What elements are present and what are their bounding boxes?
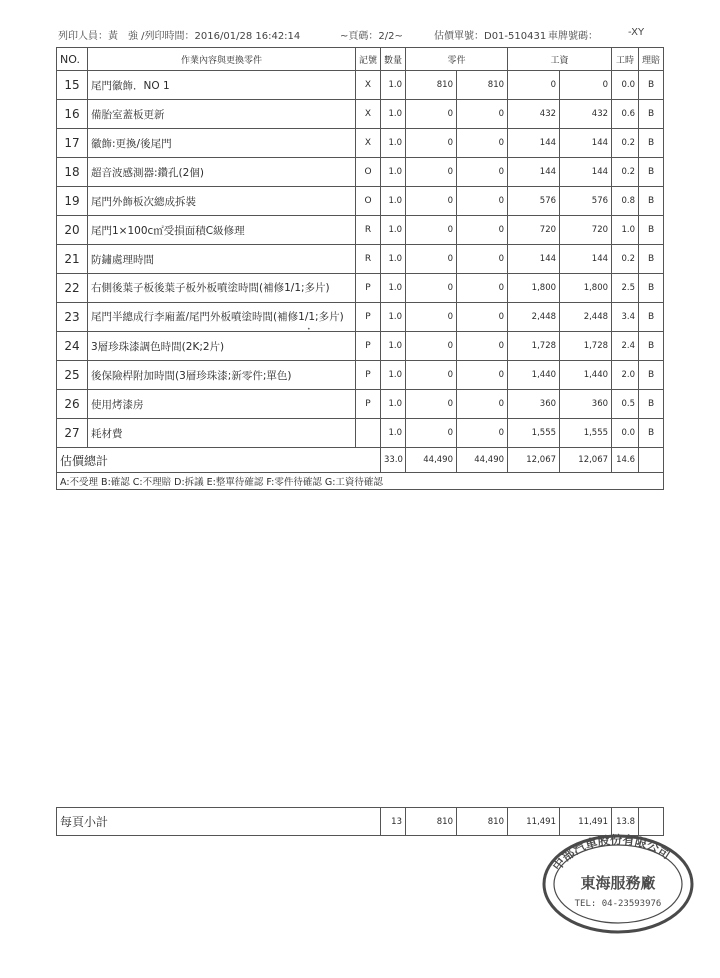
row-no: 22 <box>57 274 88 303</box>
col-qty: 數量 <box>381 48 406 71</box>
row-mark: R <box>356 216 381 245</box>
row-hours: 0.8 <box>612 187 639 216</box>
row-qty: 1.0 <box>381 71 406 100</box>
row-mark: P <box>356 361 381 390</box>
row-parts-b: 0 <box>457 129 508 158</box>
seal-branch: 東海服務廠 <box>580 874 656 892</box>
row-no: 21 <box>57 245 88 274</box>
row-labor-a: 144 <box>508 245 560 274</box>
row-parts-b: 0 <box>457 361 508 390</box>
estimate-number: 估價單號：D01-510431 <box>434 31 547 42</box>
row-parts-a: 0 <box>406 361 457 390</box>
total-row <box>57 448 664 473</box>
row-labor-a: 720 <box>508 216 560 245</box>
row-mark: X <box>356 71 381 100</box>
table-header <box>57 48 664 71</box>
subtotal-hours: 13.8 <box>612 808 639 836</box>
row-labor-a: 1,555 <box>508 419 560 448</box>
row-desc: 超音波感測器:鑽孔(2個) <box>88 158 356 187</box>
row-desc: 尾門徽飾．NO 1 <box>88 71 356 100</box>
total-qty: 33.0 <box>381 448 406 473</box>
table-row <box>57 100 664 129</box>
col-mark: 記號 <box>356 48 381 71</box>
legend: A:不受理 B:確認 C:不理賠 D:拆議 E:整單待確認 F:零件待確認 G:工資待確認 <box>57 473 664 490</box>
row-hours: 0.5 <box>612 390 639 419</box>
row-desc: 耗材費 <box>88 419 356 448</box>
row-parts-a: 0 <box>406 274 457 303</box>
row-hours: 0.2 <box>612 245 639 274</box>
row-hours: 0.6 <box>612 100 639 129</box>
printer-info: 列印人員：黃 強 /列印時間：2016/01/28 16:42:14 <box>58 31 301 42</box>
table-row <box>57 390 664 419</box>
row-hours: 2.4 <box>612 332 639 361</box>
row-mark: P <box>356 303 381 332</box>
row-claim: B <box>639 158 664 187</box>
row-claim: B <box>639 274 664 303</box>
table-row <box>57 187 664 216</box>
row-no: 25 <box>57 361 88 390</box>
row-desc: 尾門1×100c㎡受損面積C級修理 <box>88 216 356 245</box>
row-labor-b: 1,440 <box>560 361 612 390</box>
table-row <box>57 419 664 448</box>
row-mark: P <box>356 390 381 419</box>
row-parts-b: 0 <box>457 419 508 448</box>
row-hours: 2.5 <box>612 274 639 303</box>
total-parts-b: 44,490 <box>457 448 508 473</box>
row-qty: 1.0 <box>381 216 406 245</box>
row-claim: B <box>639 129 664 158</box>
row-parts-a: 0 <box>406 245 457 274</box>
row-labor-b: 144 <box>560 158 612 187</box>
row-no: 20 <box>57 216 88 245</box>
subtotal-label: 每頁小計 <box>57 808 381 836</box>
row-parts-b: 0 <box>457 100 508 129</box>
subtotal-labor-b: 11,491 <box>560 808 612 836</box>
row-desc: 尾門外飾板次總成拆裝 <box>88 187 356 216</box>
col-labor: 工資 <box>508 48 612 71</box>
row-hours: 2.0 <box>612 361 639 390</box>
row-labor-a: 144 <box>508 129 560 158</box>
row-no: 15 <box>57 71 88 100</box>
row-claim: B <box>639 100 664 129</box>
row-labor-b: 1,555 <box>560 419 612 448</box>
row-parts-a: 0 <box>406 419 457 448</box>
row-parts-b: 0 <box>457 245 508 274</box>
row-labor-b: 1,728 <box>560 332 612 361</box>
row-qty: 1.0 <box>381 274 406 303</box>
row-mark: R <box>356 245 381 274</box>
row-claim: B <box>639 187 664 216</box>
total-labor-a: 12,067 <box>508 448 560 473</box>
row-desc: 防鏽處理時間 <box>88 245 356 274</box>
row-hours: 0.2 <box>612 158 639 187</box>
total-label: 估價總計 <box>57 448 381 473</box>
page-number: ~頁碼：2/2~ <box>340 31 403 42</box>
subtotal-parts-b: 810 <box>457 808 508 836</box>
row-desc: 使用烤漆房 <box>88 390 356 419</box>
subtotal-parts-a: 810 <box>406 808 457 836</box>
row-qty: 1.0 <box>381 129 406 158</box>
row-mark: X <box>356 100 381 129</box>
row-claim: B <box>639 419 664 448</box>
row-parts-b: 810 <box>457 71 508 100</box>
row-no: 27 <box>57 419 88 448</box>
row-mark: P <box>356 332 381 361</box>
row-no: 26 <box>57 390 88 419</box>
row-labor-a: 1,440 <box>508 361 560 390</box>
row-parts-b: 0 <box>457 187 508 216</box>
seal-company: 中部汽車股份有限公司 <box>549 832 674 874</box>
table-row <box>57 158 664 187</box>
row-qty: 1.0 <box>381 100 406 129</box>
row-parts-a: 0 <box>406 390 457 419</box>
row-labor-b: 0 <box>560 71 612 100</box>
table-row <box>57 71 664 100</box>
row-mark: O <box>356 187 381 216</box>
total-labor-b: 12,067 <box>560 448 612 473</box>
row-labor-a: 360 <box>508 390 560 419</box>
col-no: NO. <box>57 48 88 71</box>
row-labor-a: 144 <box>508 158 560 187</box>
row-parts-a: 0 <box>406 100 457 129</box>
row-claim: B <box>639 216 664 245</box>
row-labor-a: 1,728 <box>508 332 560 361</box>
row-labor-b: 144 <box>560 129 612 158</box>
table-row <box>57 129 664 158</box>
row-no: 17 <box>57 129 88 158</box>
row-desc: 3層珍珠漆調色時間(2K;2片) <box>88 332 356 361</box>
row-parts-b: 0 <box>457 158 508 187</box>
row-no: 18 <box>57 158 88 187</box>
row-labor-b: 1,800 <box>560 274 612 303</box>
table-row <box>57 332 664 361</box>
row-claim: B <box>639 332 664 361</box>
row-hours: 1.0 <box>612 216 639 245</box>
row-hours: 0.0 <box>612 71 639 100</box>
row-hours: 0.2 <box>612 129 639 158</box>
table-row <box>57 303 664 332</box>
row-claim: B <box>639 361 664 390</box>
plate-label: 車牌號碼： <box>548 31 598 42</box>
row-qty: 1.0 <box>381 245 406 274</box>
estimate-table <box>56 47 664 490</box>
row-claim: B <box>639 245 664 274</box>
company-seal <box>536 826 696 936</box>
row-hours: 0.0 <box>612 419 639 448</box>
table-row <box>57 216 664 245</box>
row-labor-a: 432 <box>508 100 560 129</box>
row-parts-b: 0 <box>457 390 508 419</box>
row-labor-b: 432 <box>560 100 612 129</box>
row-no: 16 <box>57 100 88 129</box>
row-desc: 後保險桿附加時間(3層珍珠漆;新零件;單色) <box>88 361 356 390</box>
table-row <box>57 274 664 303</box>
row-desc: 備胎室蓋板更新 <box>88 100 356 129</box>
row-desc: 徽飾:更換/後尾門 <box>88 129 356 158</box>
plate-value: -XY <box>628 27 645 38</box>
col-hours: 工時 <box>612 48 639 71</box>
total-parts-a: 44,490 <box>406 448 457 473</box>
row-qty: 1.0 <box>381 419 406 448</box>
row-parts-b: 0 <box>457 332 508 361</box>
row-parts-b: 0 <box>457 303 508 332</box>
row-qty: 1.0 <box>381 158 406 187</box>
row-labor-b: 2,448 <box>560 303 612 332</box>
row-labor-a: 1,800 <box>508 274 560 303</box>
row-claim: B <box>639 71 664 100</box>
row-labor-a: 576 <box>508 187 560 216</box>
row-no: 19 <box>57 187 88 216</box>
total-claim <box>639 448 664 473</box>
col-desc: 作業內容與更換零件 <box>88 48 356 71</box>
row-mark: O <box>356 158 381 187</box>
row-labor-b: 576 <box>560 187 612 216</box>
row-labor-b: 144 <box>560 245 612 274</box>
row-no: 23 <box>57 303 88 332</box>
table-row <box>57 361 664 390</box>
row-parts-a: 0 <box>406 303 457 332</box>
row-hours: 3.4 <box>612 303 639 332</box>
row-qty: 1.0 <box>381 303 406 332</box>
row-parts-a: 0 <box>406 158 457 187</box>
row-labor-a: 0 <box>508 71 560 100</box>
row-claim: B <box>639 390 664 419</box>
subtotal-qty: 13 <box>381 808 406 836</box>
row-qty: 1.0 <box>381 361 406 390</box>
legend-row <box>57 473 664 490</box>
row-qty: 1.0 <box>381 390 406 419</box>
row-no: 24 <box>57 332 88 361</box>
subtotal-labor-a: 11,491 <box>508 808 560 836</box>
row-mark <box>356 419 381 448</box>
row-parts-a: 0 <box>406 216 457 245</box>
row-qty: 1.0 <box>381 187 406 216</box>
col-parts: 零件 <box>406 48 508 71</box>
row-parts-a: 0 <box>406 187 457 216</box>
col-claim: 理賠 <box>639 48 664 71</box>
row-mark: P <box>356 274 381 303</box>
row-labor-b: 720 <box>560 216 612 245</box>
row-parts-b: 0 <box>457 274 508 303</box>
scan-speck: • <box>307 326 311 333</box>
row-parts-a: 0 <box>406 129 457 158</box>
row-labor-a: 2,448 <box>508 303 560 332</box>
row-desc: 尾門半總成行李廂蓋/尾門外板噴塗時間(補修1/1;多片) <box>88 303 356 332</box>
total-hours: 14.6 <box>612 448 639 473</box>
row-parts-a: 810 <box>406 71 457 100</box>
row-parts-b: 0 <box>457 216 508 245</box>
row-desc: 右側後葉子板後葉子板外板噴塗時間(補修1/1;多片) <box>88 274 356 303</box>
row-parts-a: 0 <box>406 332 457 361</box>
row-labor-b: 360 <box>560 390 612 419</box>
row-qty: 1.0 <box>381 332 406 361</box>
row-claim: B <box>639 303 664 332</box>
table-row <box>57 245 664 274</box>
row-mark: X <box>356 129 381 158</box>
seal-tel: TEL: 04-23593976 <box>574 899 662 909</box>
